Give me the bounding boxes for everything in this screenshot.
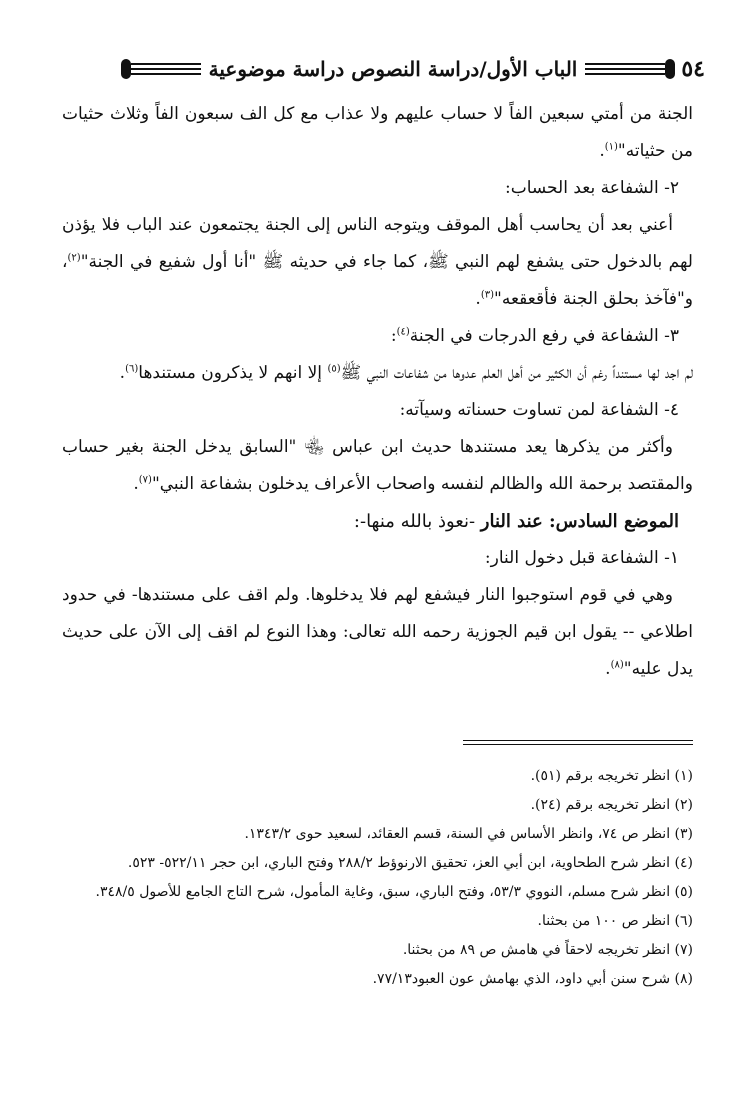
- paragraph: وأكثر من يذكرها يعد مستندها حديث ابن عباس ﵄ "السابق يدخل الجنة بغير حساب والمقتصد برحمة الله والظالم لنفسه واصحاب الأعراف يدخلون بشفاعة النبي"$^{(٧)}$.: [62, 437, 693, 494]
- header-ornament-left: [121, 59, 201, 79]
- footnote-ref: (٧): [138, 474, 152, 486]
- ornament-lines-icon: [585, 63, 665, 75]
- subheading: ١- الشفاعة قبل دخول النار:: [484, 548, 679, 568]
- footnote: (٣) انظر ص ٧٤، وانظر الأساس في السنة، قسم العقائد، لسعيد حوى ١٣٤٣/٢.: [244, 826, 693, 842]
- page-number: ٥٤: [681, 56, 705, 82]
- footnote: (١) انظر تخريجه برقم (٥١).: [530, 768, 693, 784]
- section-heading: الموضع السادس: عند النار -نعوذ بالله منها-:: [353, 511, 679, 532]
- footnote-ref: (٣): [480, 289, 495, 301]
- paragraph: لم اجد لها مستنداً رغم أن الكثير من أهل العلم عدوها من شفاعات النبي ﷺ$^{(٥)}$ إلا انهم لا يذكرون مستندها$^{(٦)}$.: [119, 363, 693, 383]
- footnote-ref: (٢): [67, 252, 81, 264]
- paragraph: الجنة من أمتي سبعين الفاً لا حساب عليهم ولا عذاب مع كل الف سبعون الفاً وثلاث حثيات من حثياته"$^{(١)}$.: [62, 104, 693, 161]
- footnotes: [62, 762, 693, 994]
- footnote-separator: [463, 740, 693, 745]
- chapter-title: الباب الأول/دراسة النصوص دراسة موضوعية: [208, 57, 578, 81]
- main-text: [62, 96, 693, 688]
- footnote: (٤) انظر شرح الطحاوية، ابن أبي العز، تحقيق الارنوؤط ٢٨٨/٢ وفتح الباري، ابن حجر ٥٢٢/١١- ٥٢٣.: [127, 855, 693, 871]
- ornament-dot-icon: [665, 59, 675, 79]
- footnote: (٢) انظر تخريجه برقم (٢٤).: [530, 797, 693, 813]
- footnote: (٧) انظر تخريجه لاحقاً في هامش ص ٨٩ من بحثنا.: [402, 942, 693, 958]
- footnote: (٥) انظر شرح مسلم، النووي ٥٣/٣، وفتح الباري، سبق، وغاية المأمول، شرح التاج الجامع للأصول ٣٤٨/٥.: [95, 884, 693, 900]
- footnote: (٦) انظر ص ١٠٠ من بحثنا.: [537, 913, 693, 929]
- paragraph: أعني بعد أن يحاسب أهل الموقف ويتوجه الناس إلى الجنة يجتمعون عند الباب فلا يؤذن لهم بالدخول حتى يشفع لهم النبي ﷺ، كما جاء في حديثه ﷺ "أنا أول شفيع في الجنة"$^{(٢)}$، و"فآخذ بحلق الجنة فأقعقعه"$^{(٣)}$.: [62, 215, 693, 309]
- subheading: ٤- الشفاعة لمن تساوت حسناته وسيآته:: [399, 400, 679, 420]
- footnote: (٨) شرح سنن أبي داود، الذي بهامش عون العبود٧٧/١٣.: [372, 971, 693, 987]
- header-ornament-right: [585, 59, 675, 79]
- paragraph: وهي في قوم استوجبوا النار فيشفع لهم فلا يدخلوها. ولم اقف على مستندها- في حدود اطلاعي -- يقول ابن قيم الجوزية رحمه الله تعالى: وهذا النوع لم اقف إلى الآن على حديث يدل عليه"$^{(٨)}$.: [62, 585, 693, 679]
- footnote-ref: (٨): [610, 659, 624, 671]
- subheading: ٣- الشفاعة في رفع الدرجات في الجنة$^{(٤)}$:: [390, 326, 679, 346]
- footnote-ref: (٤): [396, 326, 410, 338]
- page-header: [50, 52, 705, 86]
- ornament-dot-icon: [121, 59, 131, 79]
- footnote-ref: (١): [604, 141, 618, 153]
- footnote-ref: (٦): [125, 363, 139, 375]
- subheading: ٢- الشفاعة بعد الحساب:: [504, 178, 679, 198]
- ornament-lines-icon: [131, 63, 201, 75]
- footnote-ref: (٥): [327, 363, 341, 375]
